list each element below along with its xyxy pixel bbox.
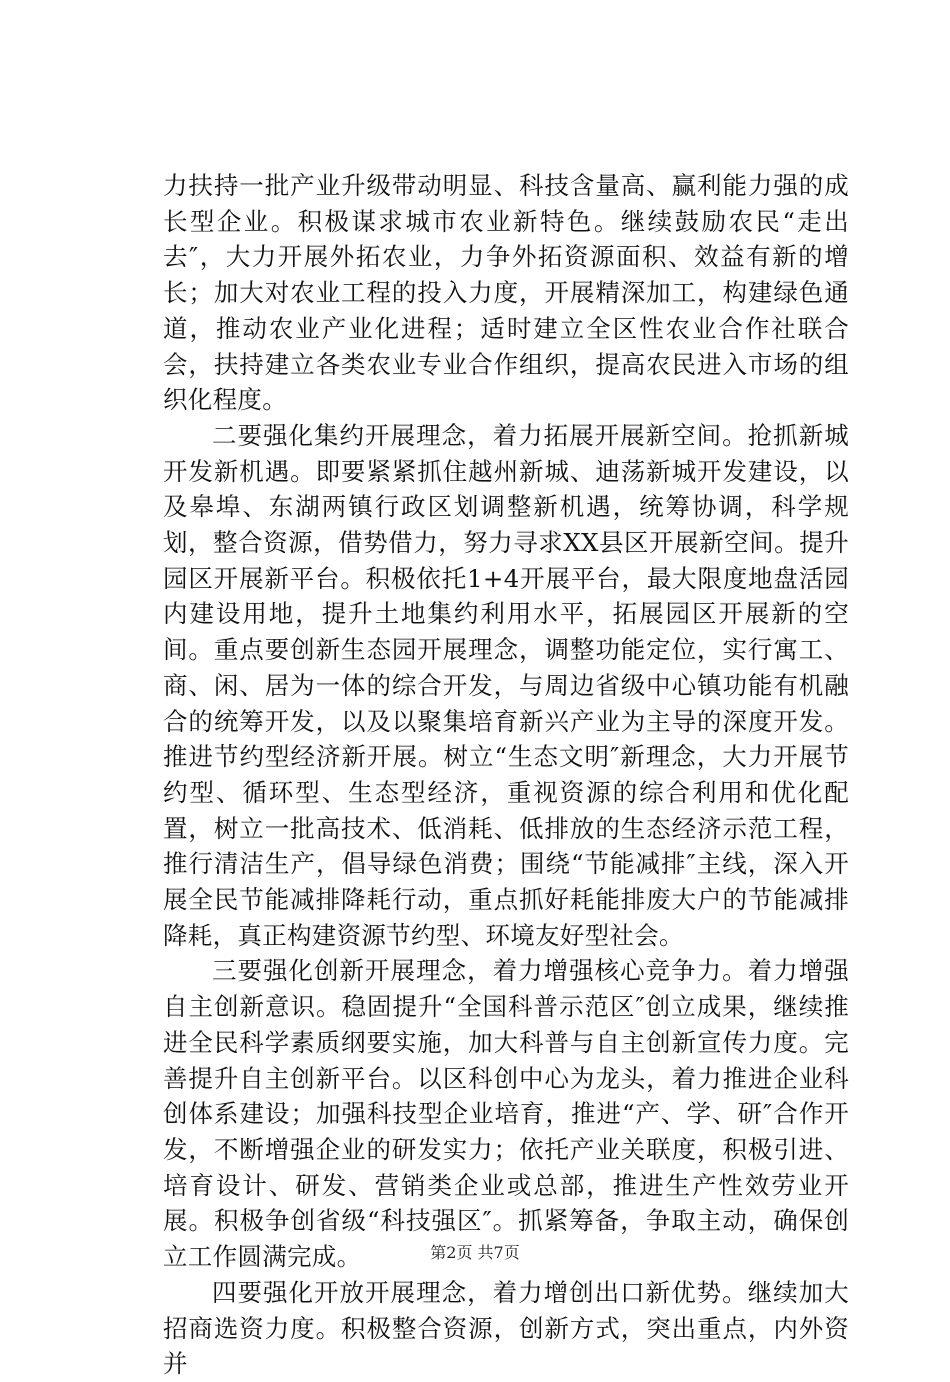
paragraph-continuation: 力扶持一批产业升级带动明显、科技含量高、赢利能力强的成长型企业。积极谋求城市农业新特色。继续鼓励农民“走出去″，大力开展外拓农业，力争外拓资源面积、效益有新的增长；加大对农业工程的投入力度，开展精深加工，构建绿色通道，推动农业产业化进程；适时建立全区性农业合作社联合会，扶持建立各类农业专业合作组织，提高农民进入市场的组织化程度。 — [163, 171, 849, 415]
body-text — [163, 168, 849, 1382]
page-footer: 第2页 共7页 — [430, 1243, 520, 1262]
paragraph-four: 四要强化开放开展理念，着力增创出口新优势。继续加大招商选资力度。积极整合资源，创新方式，突出重点，内外资并 — [163, 1277, 849, 1379]
paragraph-three: 三要强化创新开展理念，着力增强核心竞争力。着力增强自主创新意识。稳固提升“全国科普示范区″创立成果，继续推进全民科学素质纲要实施，加大科普与自主创新宣传力度。完善提升自主创新平台。以区科创中心为龙头，着力推进企业科创体系建设；加强科技型企业培育，推进“产、学、研″合作开发，不断增强企业的研发实力；依托产业关联度，积极引进、培育设计、研发、营销类企业或总部，推进生产性效劳业开展。积极争创省级“科技强区″。抓紧筹备，争取主动，确保创立工作圆满完成。 — [163, 956, 849, 1272]
paragraph-two: 二要强化集约开展理念，着力拓展开展新空间。抢抓新城开发新机遇。即要紧紧抓住越州新城、迪荡新城开发建设，以及皋埠、东湖两镇行政区划调整新机遇，统筹协调，科学规划，整合资源，借势借力，努力寻求XX县区开展新空间。提升园区开展新平台。积极依托1+4开展平台，最大限度地盘活园内建设用地，提升土地集约利用水平，拓展园区开展新的空间。重点要创新生态园开展理念，调整功能定位，实行寓工、商、闲、居为一体的综合开发，与周边省级中心镇功能有机融合的统筹开发，以及以聚集培育新兴产业为主导的深度开发。推进节约型经济新开展。树立“生态文明″新理念，大力开展节约型、循环型、生态型经济，重视资源的综合利用和优化配置，树立一批高技术、低消耗、低排放的生态经济示范工程，推行清洁生产，倡导绿色消费；围绕“节能减排″主线，深入开展全民节能减排降耗行动，重点抓好耗能排废大户的节能减排降耗，真正构建资源节约型、环境友好型社会。 — [163, 420, 849, 950]
